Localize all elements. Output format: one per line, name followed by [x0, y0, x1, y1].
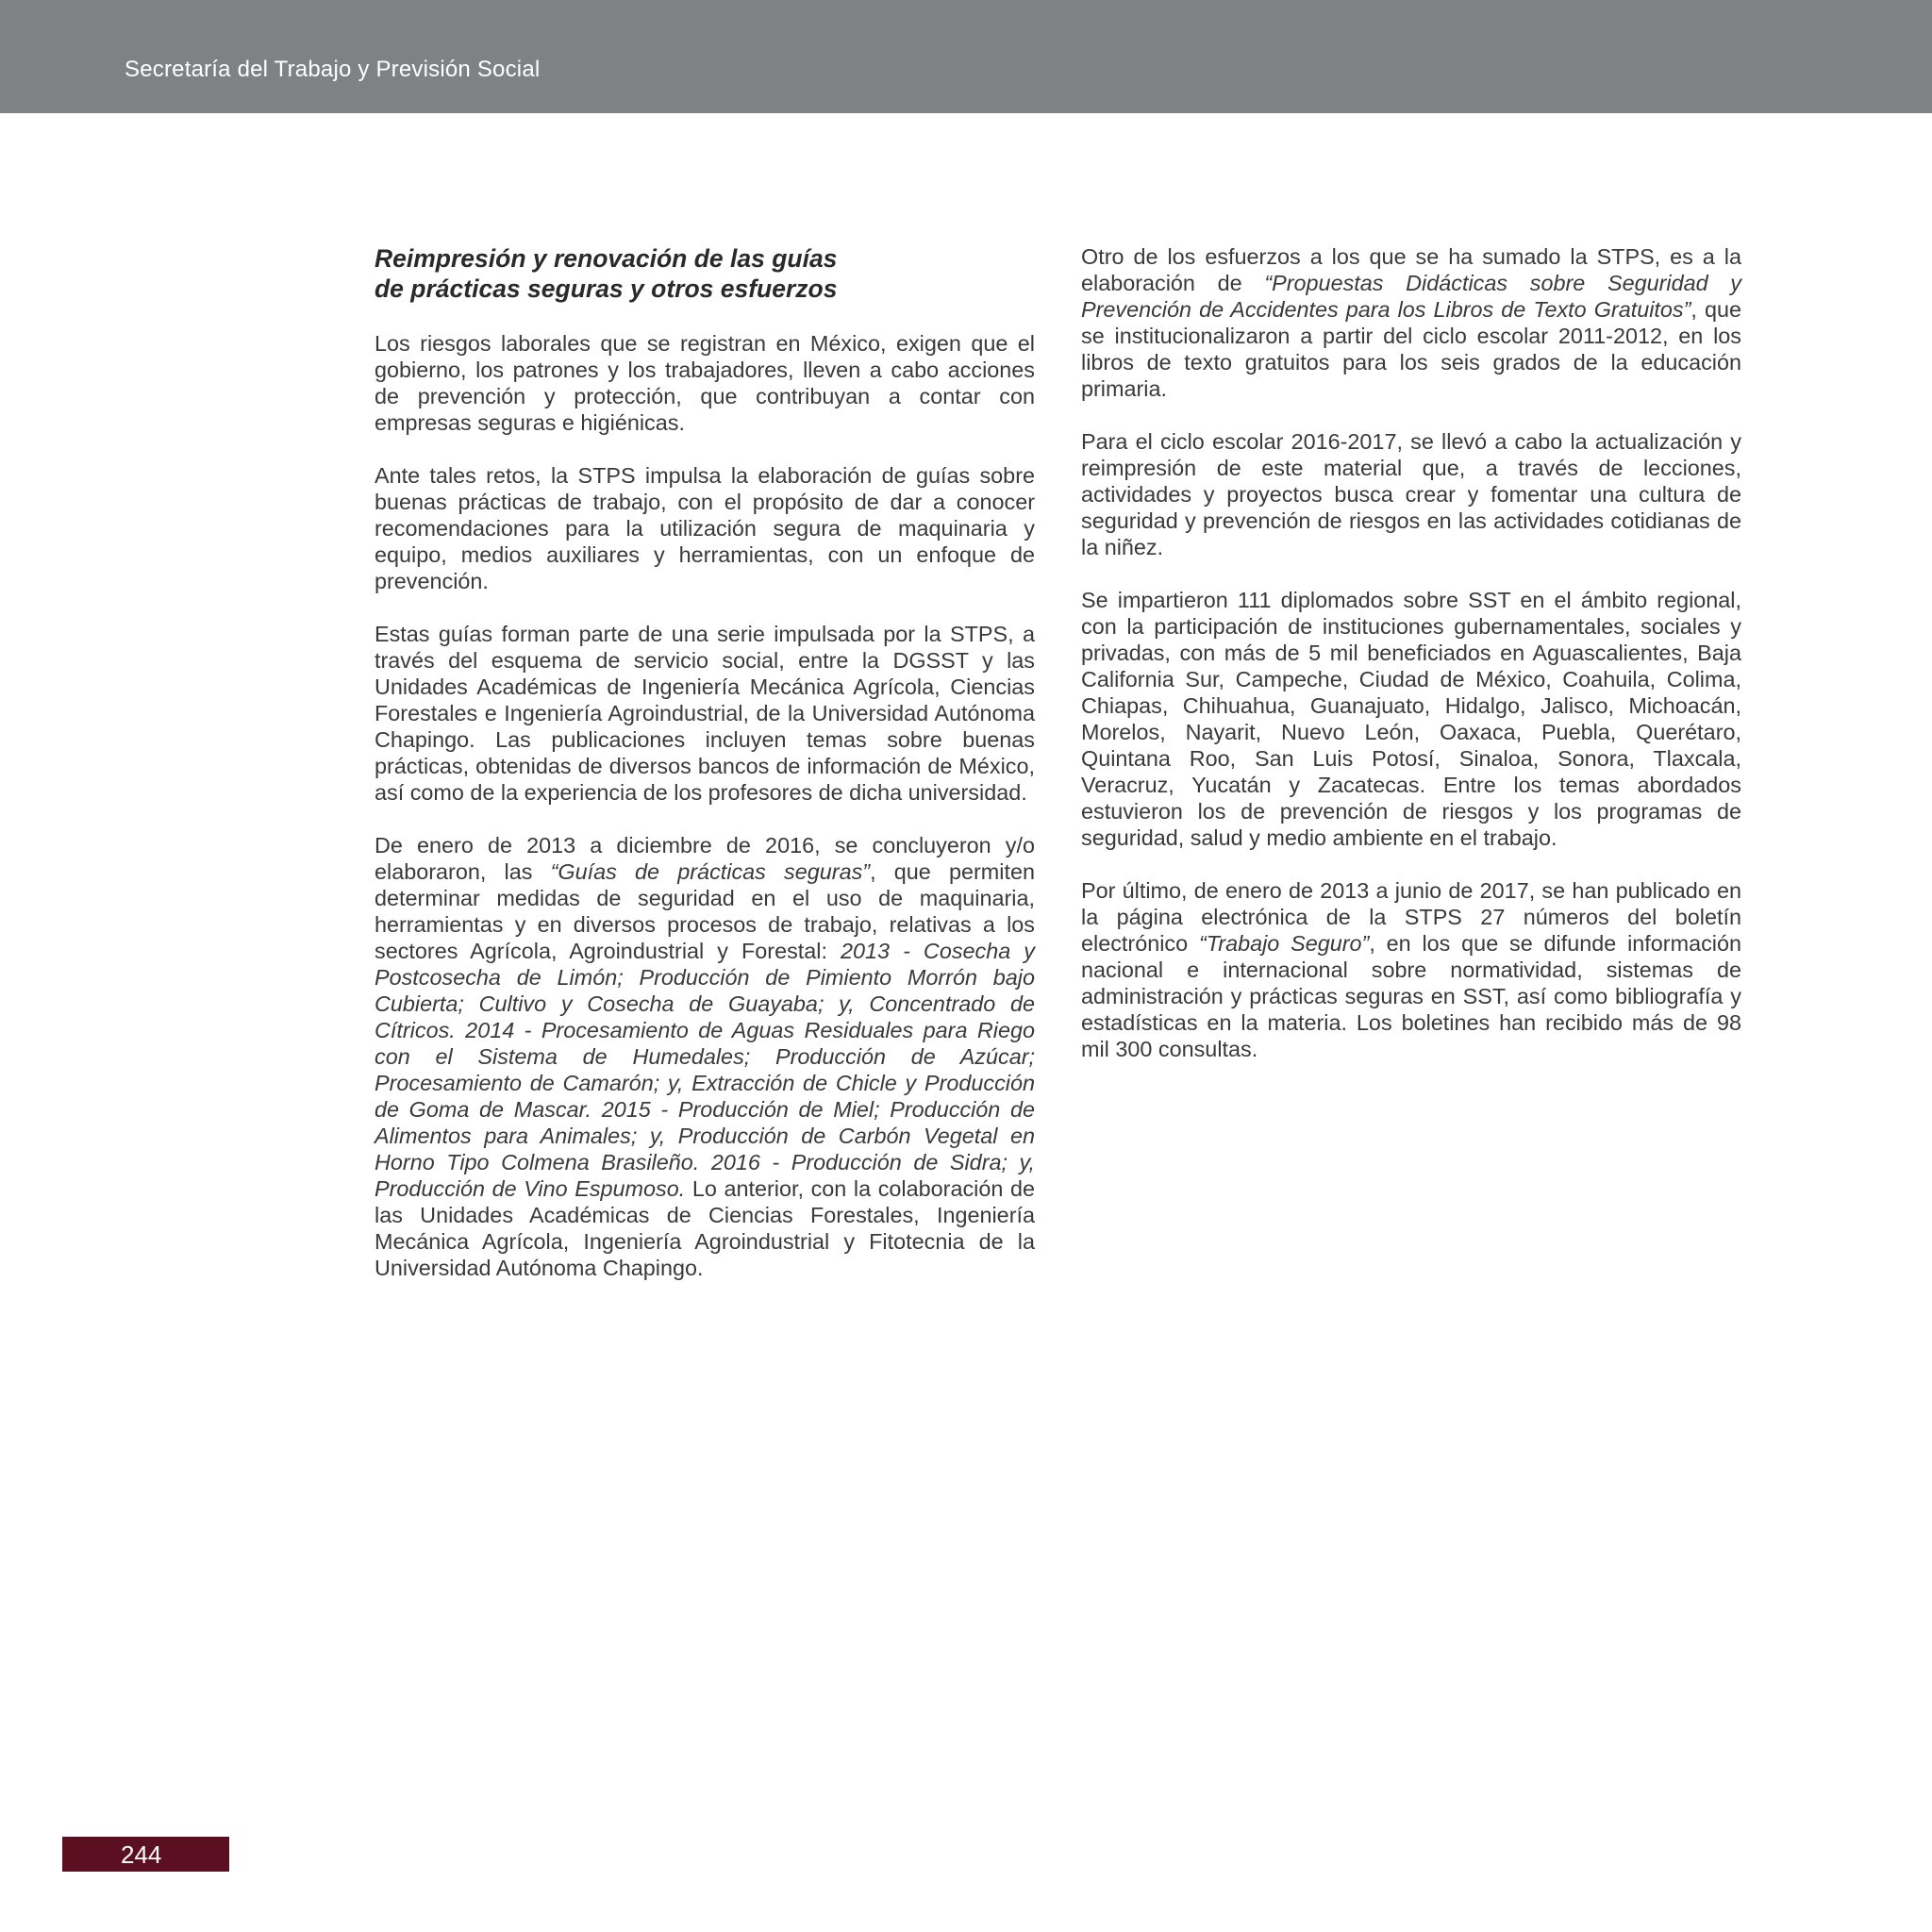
- left-p4-text-c: , que permiten determinar medidas de seguridad en el uso de maquinaria, herramientas y en diversos procesos de trabajo, relativas a los sectores Agrícola, Agroindustrial y Forestal:: [375, 859, 1035, 963]
- right-p1-text-a: Otro de los esfuerzos a los que se ha sumado la STPS, es a la elaboración de: [1081, 244, 1741, 295]
- right-paragraph-2: Para el ciclo escolar 2016-2017, se llevó a cabo la actualización y reimpresión de este material que, a través de lecciones, actividades y proyectos busca crear y fomentar una cultura de seguridad y prevención de riesgos en las actividades cotidianas de la niñez.: [1081, 429, 1741, 559]
- section-title-line-2: de prácticas seguras y otros esfuerzos: [375, 275, 838, 303]
- right-p4-italic-title: “Trabajo Seguro”: [1198, 931, 1370, 956]
- right-paragraph-1: [1081, 243, 1741, 402]
- left-paragraph-1: Los riesgos laborales que se registran en México, exigen que el gobierno, los patrones y los trabajadores, lleven a cabo acciones de prevención y protección, que contribuyan a contar con empresas seguras e higiénicas.: [375, 331, 1035, 435]
- page-number: 244: [121, 1840, 162, 1869]
- right-p1-italic-title: “Propuestas Didácticas sobre Seguridad y Prevención de Accidentes para los Libros de Texto Gratuitos”: [1081, 271, 1741, 322]
- right-paragraph-4: [1081, 877, 1741, 1062]
- left-p4-italic-guides-list: 2013 - Cosecha y Postcosecha de Limón; Producción de Pimiento Morrón bajo Cubierta; Cultivo y Cosecha de Guayaba; y, Concentrado de Cítricos. 2014 - Procesamiento de Aguas Residuales para Riego con el Sistema de Humedales; Producción de Azúcar; Procesamiento de Camarón; y, Extracción de Chicle y Producción de Goma de Mascar. 2015 - Producción de Miel; Producción de Alimentos para Animales; y, Producción de Carbón Vegetal en Horno Tipo Colmena Brasileño. 2016 - Producción de Sidra; y, Producción de Vino Espumoso.: [375, 939, 1035, 1201]
- right-p1-text-c: , que se institucionalizaron a partir del ciclo escolar 2011-2012, en los libros de texto gratuitos para los seis grados de la educación primaria.: [1081, 297, 1741, 401]
- left-paragraph-4: [375, 832, 1035, 1281]
- left-p4-text-a: De enero de 2013 a diciembre de 2016, se concluyeron y/o elaboraron, las: [375, 833, 1035, 884]
- page-number-box: [62, 1837, 229, 1872]
- right-column: [1081, 243, 1741, 1089]
- section-title-line-1: Reimpresión y renovación de las guías: [375, 244, 838, 273]
- left-column: [375, 243, 1035, 1307]
- left-paragraph-2: Ante tales retos, la STPS impulsa la elaboración de guías sobre buenas prácticas de trabajo, con el propósito de dar a conocer recomendaciones para la utilización segura de maquinaria y equipo, medios auxiliares y herramientas, con un enfoque de prevención.: [375, 463, 1035, 593]
- section-title: [375, 243, 1035, 304]
- right-p4-text-c: , en los que se difunde información nacional e internacional sobre normatividad, sistemas de administración y prácticas seguras en SST, así como bibliografía y estadísticas en la materia. Los boletines han recibido más de 98 mil 300 consultas.: [1081, 931, 1741, 1061]
- left-p4-italic-guides-title: “Guías de prácticas seguras”: [550, 859, 871, 884]
- left-p4-text-e: Lo anterior, con la colaboración de las Unidades Académicas de Ciencias Forestales, Ingeniería Mecánica Agrícola, Ingeniería Agroindustrial y Fitotecnia de la Universidad Autónoma Chapingo.: [375, 1176, 1035, 1280]
- right-p4-text-a: Por último, de enero de 2013 a junio de 2017, se han publicado en la página electrónica de la STPS 27 números del boletín electrónico: [1081, 878, 1741, 956]
- header-bar: [0, 0, 1932, 113]
- right-paragraph-3: Se impartieron 111 diplomados sobre SST en el ámbito regional, con la participación de instituciones gubernamentales, sociales y privadas, con más de 5 mil beneficiados en Aguascalientes, Baja California Sur, Campeche, Ciudad de México, Coahuila, Colima, Chiapas, Chihuahua, Guanajuato, Hidalgo, Jalisco, Michoacán, Morelos, Nayarit, Nuevo León, Oaxaca, Puebla, Querétaro, Quintana Roo, San Luis Potosí, Sinaloa, Sonora, Tlaxcala, Veracruz, Yucatán y Zacatecas. Entre los temas abordados estuvieron los de prevención de riesgos y los programas de seguridad, salud y medio ambiente en el trabajo.: [1081, 588, 1741, 850]
- header-title: Secretaría del Trabajo y Previsión Social: [125, 57, 541, 82]
- left-paragraph-3: Estas guías forman parte de una serie impulsada por la STPS, a través del esquema de servicio social, entre la DGSST y las Unidades Académicas de Ingeniería Mecánica Agrícola, Ciencias Forestales e Ingeniería Agroindustrial, de la Universidad Autónoma Chapingo. Las publicaciones incluyen temas sobre buenas prácticas, obtenidas de diversos bancos de información de México, así como de la experiencia de los profesores de dicha universidad.: [375, 622, 1035, 805]
